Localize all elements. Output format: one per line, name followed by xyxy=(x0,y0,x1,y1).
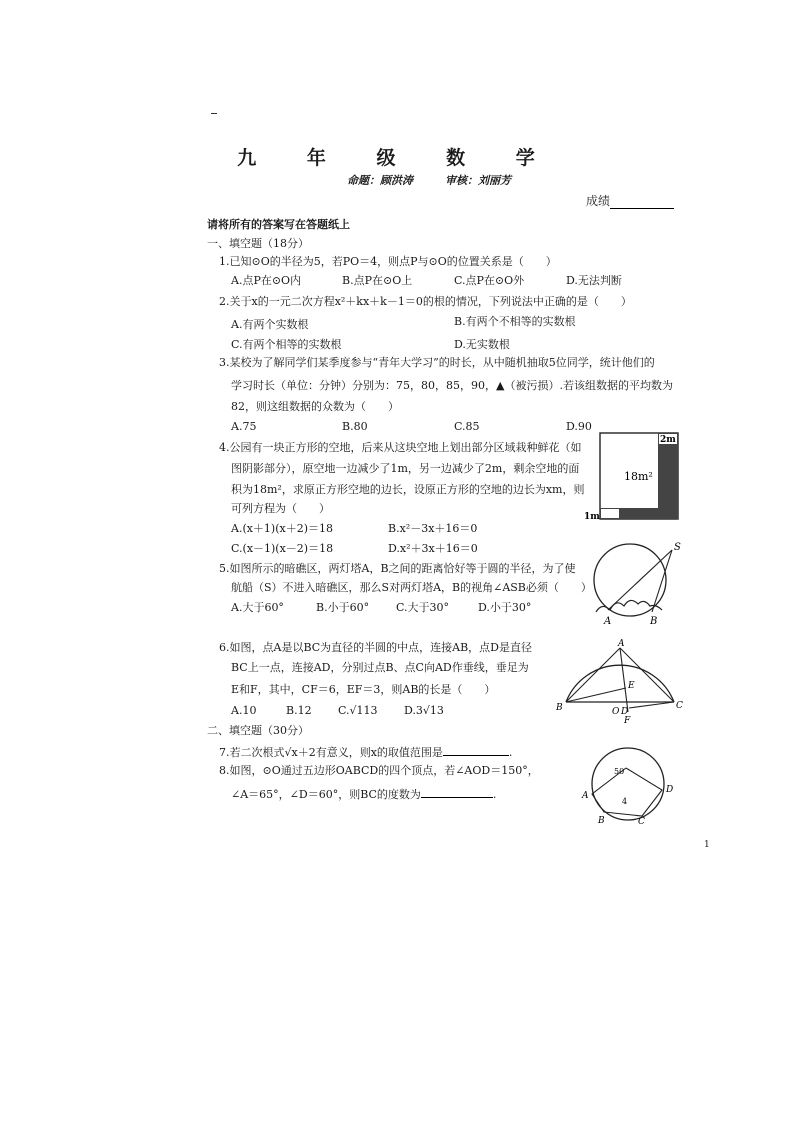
q4-option-a: A.(x＋1)(x＋2)＝18 xyxy=(231,522,334,535)
q4-option-c: C.(x－1)(x－2)＝18 xyxy=(231,542,334,555)
q5-option-a: A.大于60° xyxy=(231,601,284,614)
q7-end: . xyxy=(508,746,513,759)
q3-option-b: B.80 xyxy=(342,420,368,433)
q3-option-c: C.85 xyxy=(454,420,480,433)
page-number: 1 xyxy=(704,840,710,850)
q6-line-be xyxy=(566,688,626,702)
q7-answer-blank xyxy=(443,744,509,756)
score-field xyxy=(586,192,674,209)
q5-label-s: S xyxy=(674,542,681,553)
q4-option-b: B.x²－3x＋16＝0 xyxy=(388,522,478,535)
q6-label-c: C xyxy=(676,701,683,711)
q5-label-a: A xyxy=(604,616,612,627)
q8-label-d: D xyxy=(666,785,674,795)
q8-mark-50: 50 xyxy=(614,767,625,776)
q5-label-b: B xyxy=(650,616,658,627)
q8-label-b: B xyxy=(598,816,605,826)
q4-top-label: 2m xyxy=(660,435,676,445)
q6-semicircle xyxy=(566,665,674,702)
q8-stem-line-1: 8.如图，⊙O通过五边形OABCD的四个顶点，若∠AOD＝150°， xyxy=(219,764,539,777)
q6-line-ab xyxy=(566,648,620,702)
q5-stem-line-2: 航船（S）不进入暗礁区，那么S对两灯塔A，B的视角∠ASB必须（ ） xyxy=(231,581,592,594)
q6-line-ac xyxy=(620,648,674,702)
score-blank xyxy=(610,196,674,209)
q1-option-c: C.点P在⊙O外 xyxy=(454,274,525,287)
q4-bottom-label: 1m xyxy=(584,512,600,522)
q2-option-b: B.有两个不相等的实数根 xyxy=(454,315,576,328)
q8-label-a: A xyxy=(582,791,589,801)
q6-label-e: E xyxy=(628,681,635,691)
q3-option-d: D.90 xyxy=(566,420,592,433)
q4-area-label: 18m² xyxy=(624,470,653,483)
q6-stem-line-2: BC上一点，连接AD，分别过点B、点C向AD作垂线，垂足为 xyxy=(231,661,529,674)
q4-stem-line-2: 图阴影部分），原空地一边减少了1m，另一边减少了2m，剩余空地的面 xyxy=(231,462,580,475)
q6-option-c: C.√113 xyxy=(338,704,378,717)
q5-figure xyxy=(588,540,688,628)
q1-stem: 1.已知⊙O的半径为5，若PO＝4，则点P与⊙O的位置关系是（ ） xyxy=(219,255,557,268)
q8-line-2 xyxy=(231,786,496,802)
q1-option-b: B.点P在⊙O上 xyxy=(342,274,413,287)
q6-option-d: D.3√13 xyxy=(404,704,444,717)
q3-stem-line-2: 学习时长（单位：分钟）分别为：75，80，85，90，▲（被污损）.若该组数据的平均数为 xyxy=(231,379,673,392)
q6-label-d: D xyxy=(621,707,629,717)
instruction: 请将所有的答案写在答题纸上 xyxy=(207,218,350,231)
q8-stem-line-2: ∠A＝65°，∠D＝60°，则BC的度数为 xyxy=(231,788,421,801)
q3-stem-line-1: 3.某校为了解同学们某季度参与“青年大学习”的时长，从中随机抽取5位同学，统计他们的 xyxy=(219,356,655,369)
q6-label-a: A xyxy=(618,639,625,649)
q2-stem: 2.关于x的一元二次方程x²＋kx＋k－1＝0的根的情况，下列说法中正确的是（ ） xyxy=(219,295,632,308)
q8-answer-blank xyxy=(421,786,493,798)
q5-stem-line-1: 5.如图所示的暗礁区，两灯塔A，B之间的距离恰好等于圆的半径，为了使 xyxy=(219,562,576,575)
q4-stem-line-3: 积为18m²，求原正方形空地的边长，设原正方形的空地的边长为xm，则 xyxy=(231,483,585,496)
section-2-title: 二、填空题（30分） xyxy=(207,724,309,737)
q6-label-o: O xyxy=(612,707,620,717)
q4-stem-line-4: 可列方程为（ ） xyxy=(231,502,330,515)
q6-label-b: B xyxy=(556,703,563,713)
scan-mark xyxy=(211,113,217,114)
q4-option-d: D.x²＋3x＋16＝0 xyxy=(388,542,478,555)
q2-option-c: C.有两个相等的实数根 xyxy=(231,338,342,351)
q6-stem-line-1: 6.如图，点A是以BC为直径的半圆的中点，连接AB，点D是直径 xyxy=(219,641,532,654)
q8-figure xyxy=(578,744,682,826)
exam-title: 九 年 级 数 学 xyxy=(237,147,557,169)
q6-figure xyxy=(556,636,686,726)
q2-option-a: A.有两个实数根 xyxy=(231,318,309,331)
q8-label-c: C xyxy=(638,817,645,826)
q1-option-a: A.点P在⊙O内 xyxy=(231,274,302,287)
reviewer-line: 审核：刘丽芳 xyxy=(445,174,511,187)
q5-option-c: C.大于30° xyxy=(396,601,450,614)
q7-stem: 7.若二次根式√x＋2有意义，则x的取值范围是 xyxy=(219,746,443,759)
author-line: 命题：顾洪涛 xyxy=(347,174,413,187)
q4-label-bg xyxy=(601,509,619,518)
q8-pentagon xyxy=(592,768,662,816)
q6-option-a: A.10 xyxy=(231,704,257,717)
section-1-title: 一、填空题（18分） xyxy=(207,237,309,250)
q2-option-d: D.无实数根 xyxy=(454,338,510,351)
q5-option-d: D.小于30° xyxy=(478,601,532,614)
q7 xyxy=(219,744,512,760)
q8-mark-4: 4 xyxy=(622,797,628,806)
q6-option-b: B.12 xyxy=(286,704,312,717)
q5-option-b: B.小于60° xyxy=(316,601,370,614)
q4-stem-line-1: 4.公园有一块正方形的空地，后来从这块空地上划出部分区域栽种鲜花（如 xyxy=(219,441,582,454)
score-label: 成绩 xyxy=(586,194,611,208)
q6-stem-line-3: E和F，其中，CF＝6，EF＝3，则AB的长是（ ） xyxy=(231,683,496,696)
q6-line-cf xyxy=(629,702,674,708)
q4-figure xyxy=(580,428,684,524)
q6-label-f: F xyxy=(624,716,631,726)
q8-end: . xyxy=(492,788,497,801)
q3-option-a: A.75 xyxy=(231,420,257,433)
q4-shaded-strip-right xyxy=(658,433,678,519)
q1-option-d: D.无法判断 xyxy=(566,274,622,287)
q3-stem-line-3: 82，则这组数据的众数为（ ） xyxy=(231,400,399,413)
